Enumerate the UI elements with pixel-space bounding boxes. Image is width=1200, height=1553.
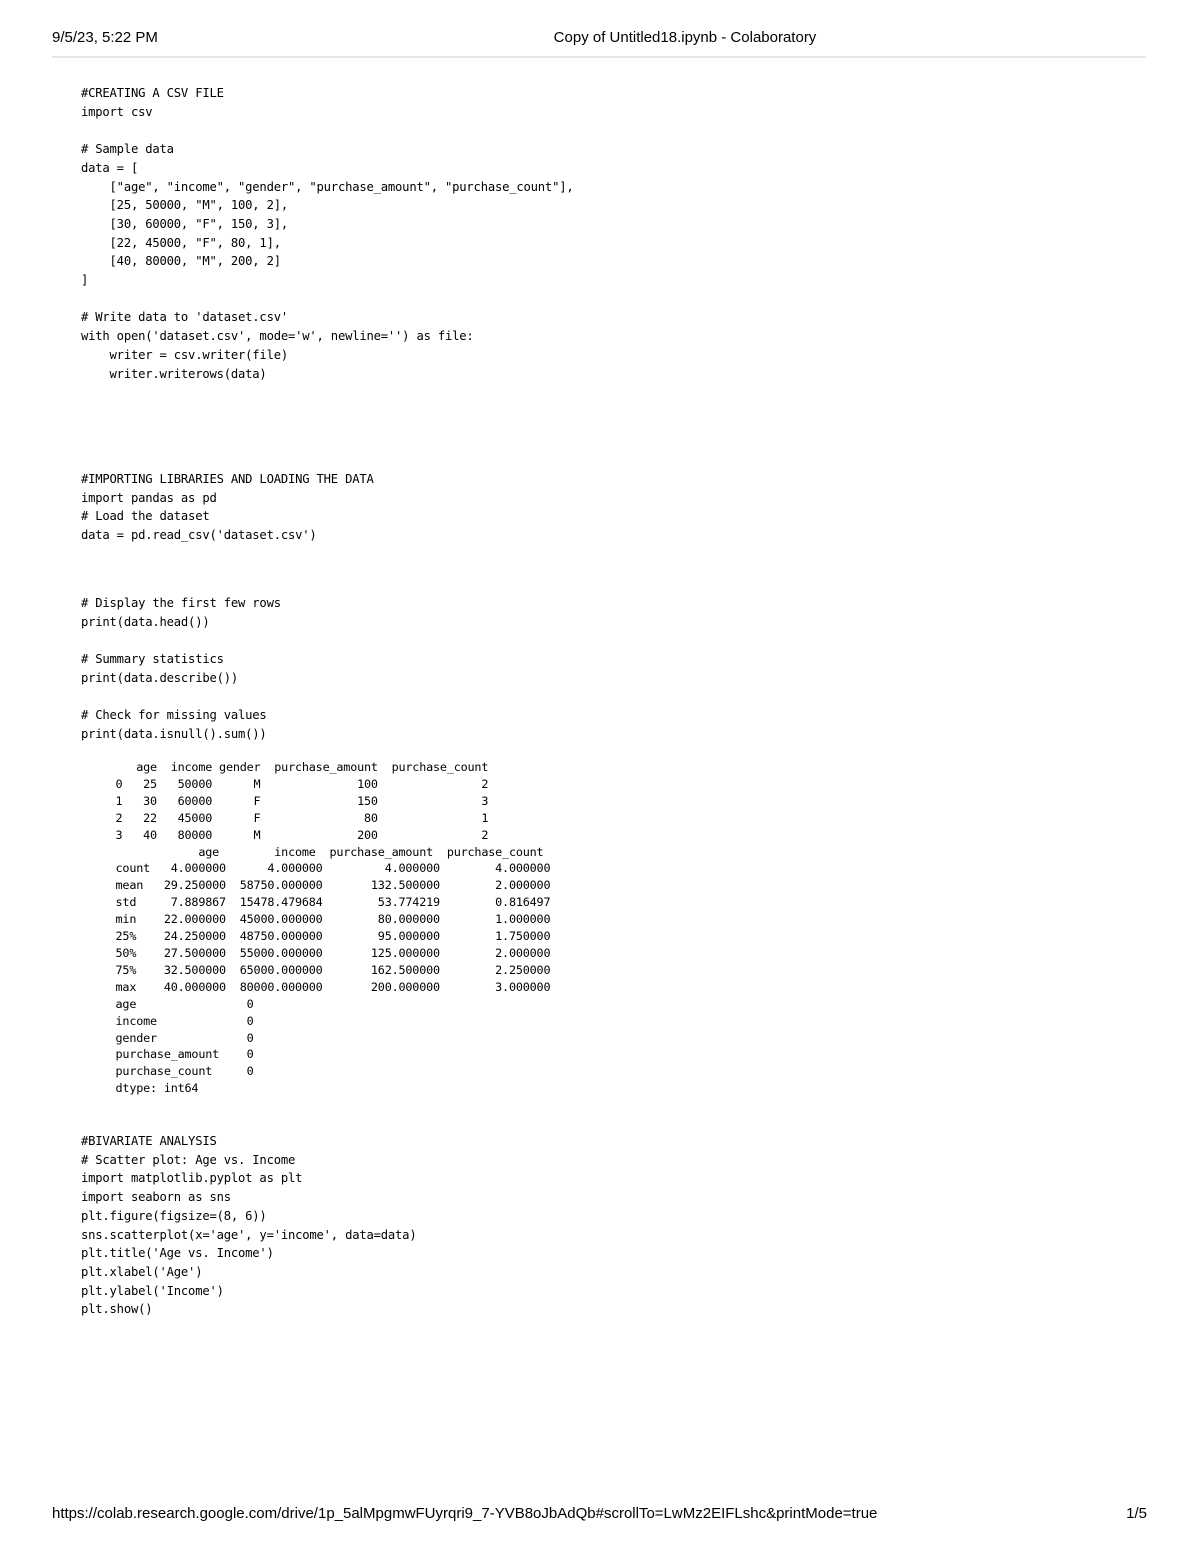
- code-cell-load-data: #IMPORTING LIBRARIES AND LOADING THE DATA import pandas as pd # Load the dataset data = pd.read_csv('dataset.csv'): [81, 472, 374, 543]
- code-cell-create-csv: #CREATING A CSV FILE import csv # Sample data data = [ ["age", "income", "gender", "purchase_amount", "purchase_count"], [25, 50000, "M", 100, 2], [30, 60000, "F", 150, 3], [22, 45000, "F", 80, 1], [40, 80000, "M", 200, 2] ] # Write data to 'dataset.csv' with open('dataset.csv', mode='w', newline='') as file: writer = csv.writer(file) writer.writerows(data): [81, 86, 574, 381]
- print-datetime: 9/5/23, 5:22 PM: [52, 29, 158, 46]
- page-number: 1/5: [1126, 1505, 1147, 1522]
- code-cell-bivariate: #BIVARIATE ANALYSIS # Scatter plot: Age vs. Income import matplotlib.pyplot as plt import seaborn as sns plt.figure(figsize=(8, 6)) sns.scatterplot(x='age', y='income', data=data) plt.title('Age vs. Income') plt.xlabel('Age') plt.ylabel('Income') plt.show(): [81, 1134, 417, 1317]
- code-cell-explore: # Display the first few rows print(data.head()) # Summary statistics print(data.describe()) # Check for missing values print(data.isnull().sum()): [81, 596, 281, 741]
- page-title: Copy of Untitled18.ipynb - Colaboratory: [553, 29, 817, 46]
- print-url: https://colab.research.google.com/drive/1p_5alMpgmwFUyrqri9_7-YVB8oJbAdQb#scrollTo=LwMz2EIFLshc&printMode=true: [52, 1505, 878, 1522]
- cell-output-explore: age income gender purchase_amount purchase_count 0 25 50000 M 100 2 1 30 60000 F 150 3 2 22 45000 F 80 1 3 40 80000 M 200 2 age income purchase_amount purchase_count count 4.000000 4.000000 4.000000 4.000000 mean 29.250000 58750.000000 132.500000 2.000000 std 7.889867 15478.479684 53.774219 0.816497 min 22.000000 45000.000000 80.000000 1.000000 25% 24.250000 48750.000000 95.000000 1.750000 50% 27.500000 55000.000000 125.000000 2.000000 75% 32.500000 65000.000000 162.500000 2.250000 max 40.000000 80000.000000 200.000000 3.000000 age 0 income 0 gender 0 purchase_amount 0 purchase_count 0 dtype: int64: [115, 760, 551, 1096]
- header-divider: [52, 56, 1146, 58]
